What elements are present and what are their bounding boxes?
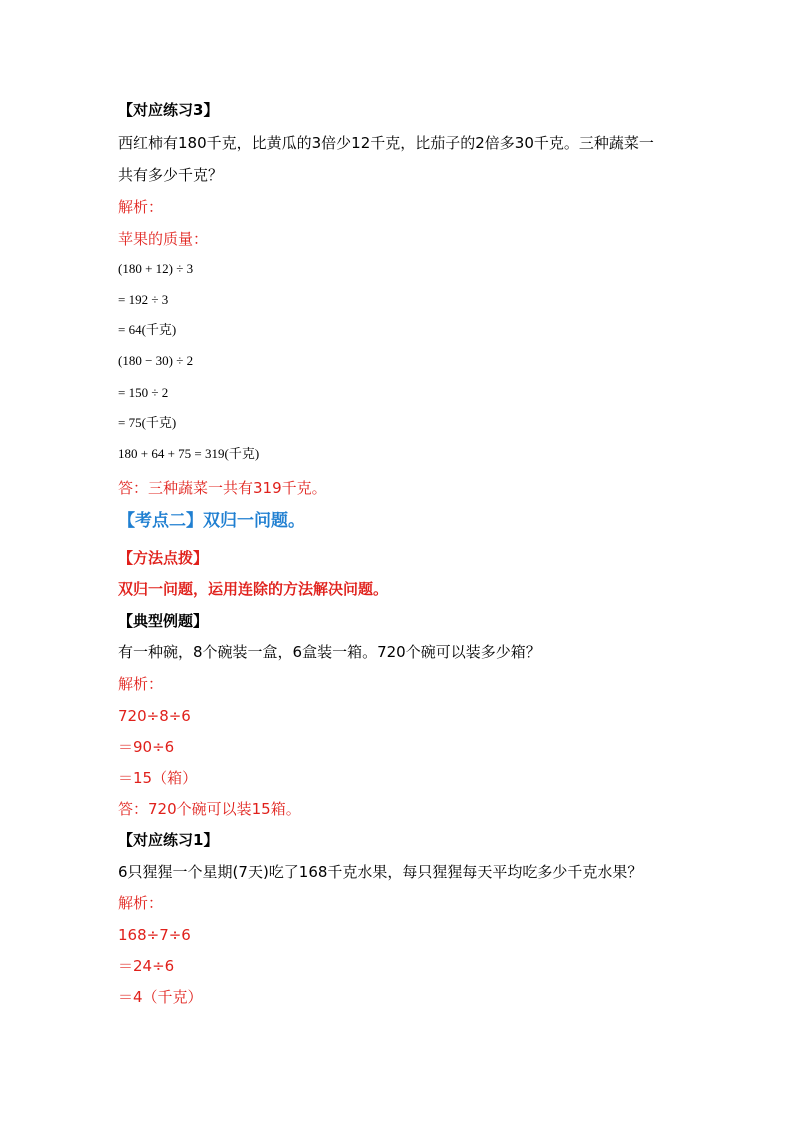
section-title: 【考点二】双归一问题。: [118, 511, 305, 531]
practice1-heading: 【对应练习1】: [118, 831, 219, 849]
method-text: 双归一问题，运用连除的方法解决问题。: [118, 580, 389, 598]
example-step: ＝15（箱）: [118, 769, 198, 787]
math-line: = 150 ÷ 2: [118, 385, 169, 400]
practice3-question-line2: 共有多少千克？: [118, 166, 224, 184]
math-line: (180 − 30) ÷ 2: [118, 353, 194, 368]
practice1-step: 168÷7÷6: [118, 926, 191, 944]
math-line: = 64(千克): [118, 322, 177, 337]
method-heading: 【方法点拨】: [118, 549, 209, 567]
practice1-step: ＝4（千克）: [118, 988, 203, 1006]
practice1-analysis-label: 解析：: [118, 894, 164, 912]
practice3-analysis-label: 解析：: [118, 198, 164, 216]
example-step: ＝90÷6: [118, 738, 175, 756]
example-step: 720÷8÷6: [118, 707, 191, 725]
practice3-question-line1: 西红柿有180千克，比黄瓜的3倍少12千克，比茄子的2倍多30千克。三种蔬菜一: [118, 134, 654, 152]
example-heading: 【典型例题】: [118, 612, 209, 630]
math-line: (180 + 12) ÷ 3: [118, 261, 194, 276]
practice1-question: 6只猩猩一个星期(7天)吃了168千克水果，每只猩猩每天平均吃多少千克水果？: [118, 863, 643, 881]
practice3-sub-label: 苹果的质量：: [118, 230, 209, 248]
example-question: 有一种碗，8个碗装一盒，6盒装一箱。720个碗可以装多少箱？: [118, 643, 541, 661]
math-line: = 192 ÷ 3: [118, 292, 169, 307]
practice1-step: ＝24÷6: [118, 957, 175, 975]
math-line: = 75(千克): [118, 415, 177, 430]
example-answer: 答：720个碗可以装15箱。: [118, 800, 301, 818]
math-line: 180 + 64 + 75 = 319(千克): [118, 446, 260, 461]
example-analysis-label: 解析：: [118, 675, 164, 693]
practice3-answer: 答：三种蔬菜一共有319千克。: [118, 479, 327, 497]
practice3-heading: 【对应练习3】: [118, 101, 219, 119]
